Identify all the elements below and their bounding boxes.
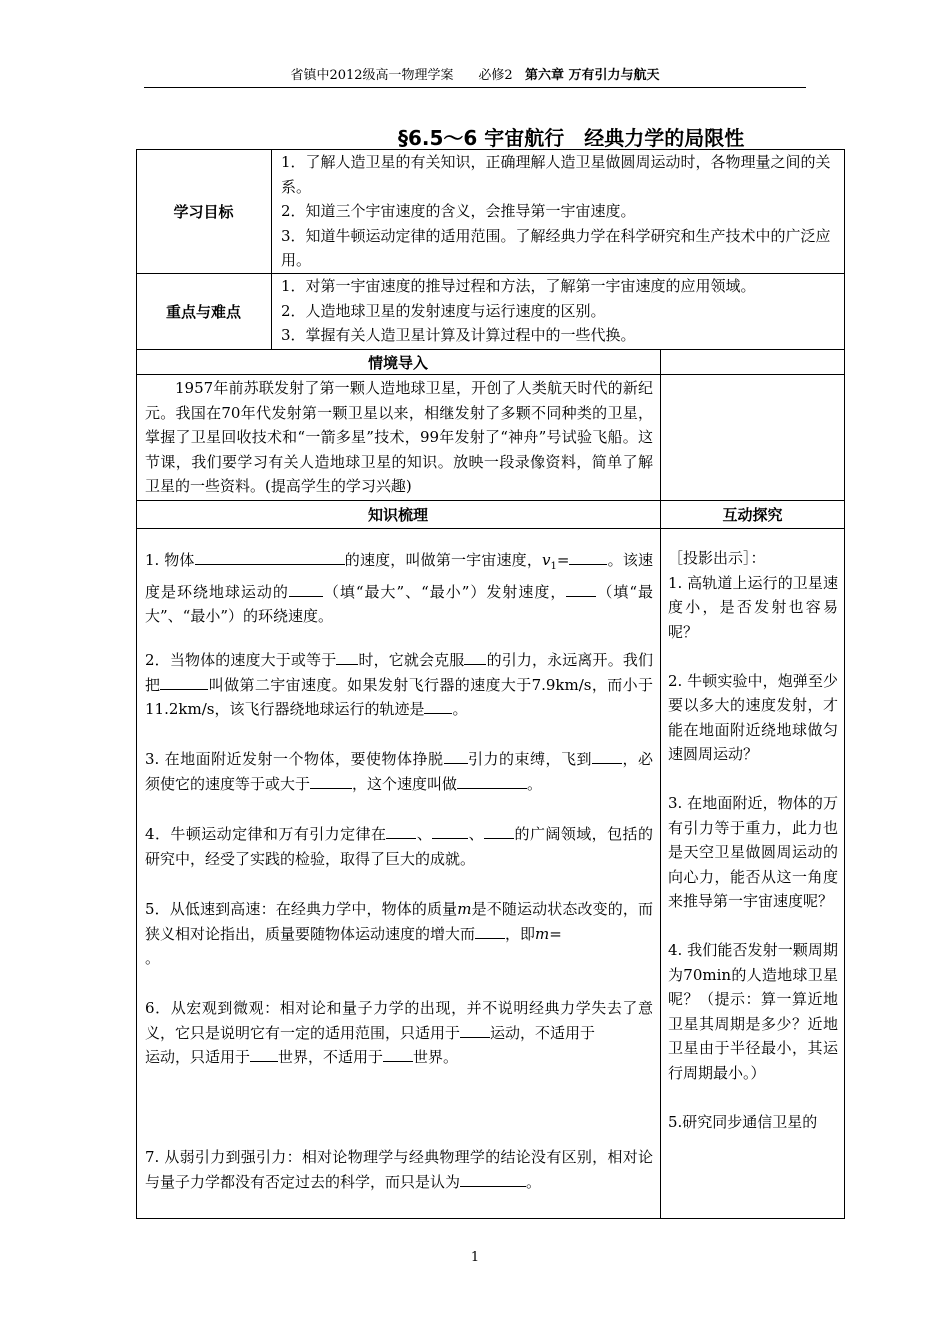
col-divider	[271, 149, 272, 349]
key-point-item: 2．人造地球卫星的发射速度与运行速度的区别。	[281, 301, 606, 320]
answer-blank[interactable]	[250, 1046, 278, 1062]
answer-blank[interactable]	[336, 649, 358, 665]
question-1: 1. 物体 的速度，叫做第一宇宙速度，$v_1=$ 。该速度是环绕地球运动的 （填“最大”、“最小”）发射速度， （填“最大”、“最小”）的环绕速度。	[145, 551, 653, 625]
header-left: 省镇中2012级高一物理学案	[290, 68, 454, 83]
interactive-heading: ［投影出示］：	[668, 549, 766, 567]
answer-blank[interactable]	[457, 773, 527, 789]
answer-blank[interactable]	[432, 823, 468, 839]
question-7: 7. 从弱引力到强引力：相对论物理学与经典物理学的结论没有区别，相对论与量子力学都没有否定过去的科学，而只是认为 。	[145, 1148, 653, 1191]
question-4: 4．牛顿运动定律和万有引力定律在 、 、 的广阔领域，包括的研究中，经受了实践的检验，取得了巨大的成就。	[145, 825, 653, 868]
objective-item: 2．知道三个宇宙速度的含义，会推导第一宇宙速度。	[281, 202, 636, 220]
answer-blank[interactable]	[484, 823, 514, 839]
key-point-item: 3．掌握有关人造卫星计算及计算过程中的一些代换。	[281, 326, 636, 344]
row-divider	[136, 500, 845, 501]
page-title: §6.5～6 宇宙航行 经典力学的局限性	[398, 126, 745, 150]
answer-blank[interactable]	[289, 581, 323, 597]
key-points-label: 重点与难点	[165, 303, 241, 321]
question-2: 2．当物体的速度大于或等于 时，它就会克服 的引力，永远离开。我们把 叫做第二宇宙速度。如果发射飞行器的速度大于7.9km/s，而小于11.2km/s，该飞行器绕地球运行的轨迹是 。	[145, 651, 653, 718]
answer-blank[interactable]	[592, 748, 622, 764]
intro-text: 1957年前苏联发射了第一颗人造地球卫星，开创了人类航天时代的新纪元。我国在70年代发射第一颗卫星以来，相继发射了多颗不同种类的卫星，掌握了卫星回收技术和“一箭多星”技术，99年发射了“神舟”号试验飞船。这节课，我们要学习有关人造地球卫星的知识。放映一段录像资料，简单了解卫星的一些资料。(提高学生的学习兴趣)	[145, 379, 653, 495]
header-chapter: 第六章 万有引力与航天	[525, 68, 660, 83]
row-divider	[136, 349, 845, 350]
answer-blank[interactable]	[460, 1022, 490, 1038]
key-points-list	[281, 274, 838, 348]
row-divider	[136, 374, 845, 375]
objective-item: 3．知道牛顿运动定律的适用范围。了解经典力学在科学研究和生产技术中的广泛应用。	[281, 226, 831, 269]
question-5: 5．从低速到高速：在经典力学中，物体的质量m是不随运动状态改变的，而狭义相对论指出，质量要随物体运动速度的增大而 ，即m= 。	[145, 900, 653, 967]
answer-blank[interactable]	[475, 923, 505, 939]
header-middle: 必修2	[478, 68, 513, 83]
page-number: 1	[470, 1250, 480, 1265]
col-divider	[660, 349, 661, 1219]
question-3: 3. 在地面附近发射一个物体，要使物体挣脱 引力的束缚，飞到 ，必须使它的速度等于或大于 ，这个速度叫做 。	[145, 750, 653, 793]
interactive-question: 1. 高轨道上运行的卫星速度小，是否发射也容易呢？	[668, 573, 838, 641]
interactive-question: 2. 牛顿实验中，炮弹至少要以多大的速度发射，才能在地面附近绕地球做匀速圆周运动？	[668, 671, 838, 763]
objectives-label: 学习目标	[173, 203, 234, 221]
page-header	[144, 64, 806, 88]
answer-blank[interactable]	[569, 549, 607, 565]
interactive-question: 3. 在地面附近，物体的万有引力等于重力，此力也是天空卫星做圆周运动的向心力，能否从这一角度来推导第一宇宙速度呢？	[668, 794, 838, 910]
objective-item: 1．了解人造卫星的有关知识，正确理解人造卫星做圆周运动时，各物理量之间的关系。	[281, 153, 831, 196]
answer-blank[interactable]	[195, 549, 345, 565]
answer-blank[interactable]	[424, 698, 452, 714]
answer-blank[interactable]	[464, 649, 486, 665]
knowledge-label: 知识梳理	[367, 506, 428, 524]
answer-blank[interactable]	[386, 823, 416, 839]
answer-blank[interactable]	[160, 674, 208, 690]
objectives-list	[281, 150, 838, 273]
answer-blank[interactable]	[310, 773, 352, 789]
interactive-list	[668, 546, 838, 1134]
answer-blank[interactable]	[566, 581, 596, 597]
interactive-question: 4. 我们能否发射一颗周期为70min的人造地球卫星呢？（提示：算一算近地卫星其周期是多少？近地卫星由于半径最小，其运行周期最小。）	[668, 941, 838, 1082]
question-6: 6．从宏观到微观：相对论和量子力学的出现，并不说明经典力学失去了意义，它只是说明它有一定的适用范围，只适用于 运动，不适用于 运动，只适用于 世界，不适用于 世界。	[145, 999, 653, 1066]
answer-blank[interactable]	[460, 1171, 526, 1187]
row-divider	[136, 528, 845, 529]
interactive-label: 互动探究	[722, 506, 783, 524]
key-point-item: 1．对第一宇宙速度的推导过程和方法，了解第一宇宙速度的应用领域。	[281, 277, 756, 295]
interactive-question: 5.研究同步通信卫星的	[668, 1112, 818, 1131]
intro-label: 情境导入	[367, 354, 428, 372]
answer-blank[interactable]	[444, 748, 468, 764]
answer-blank[interactable]	[383, 1046, 413, 1062]
